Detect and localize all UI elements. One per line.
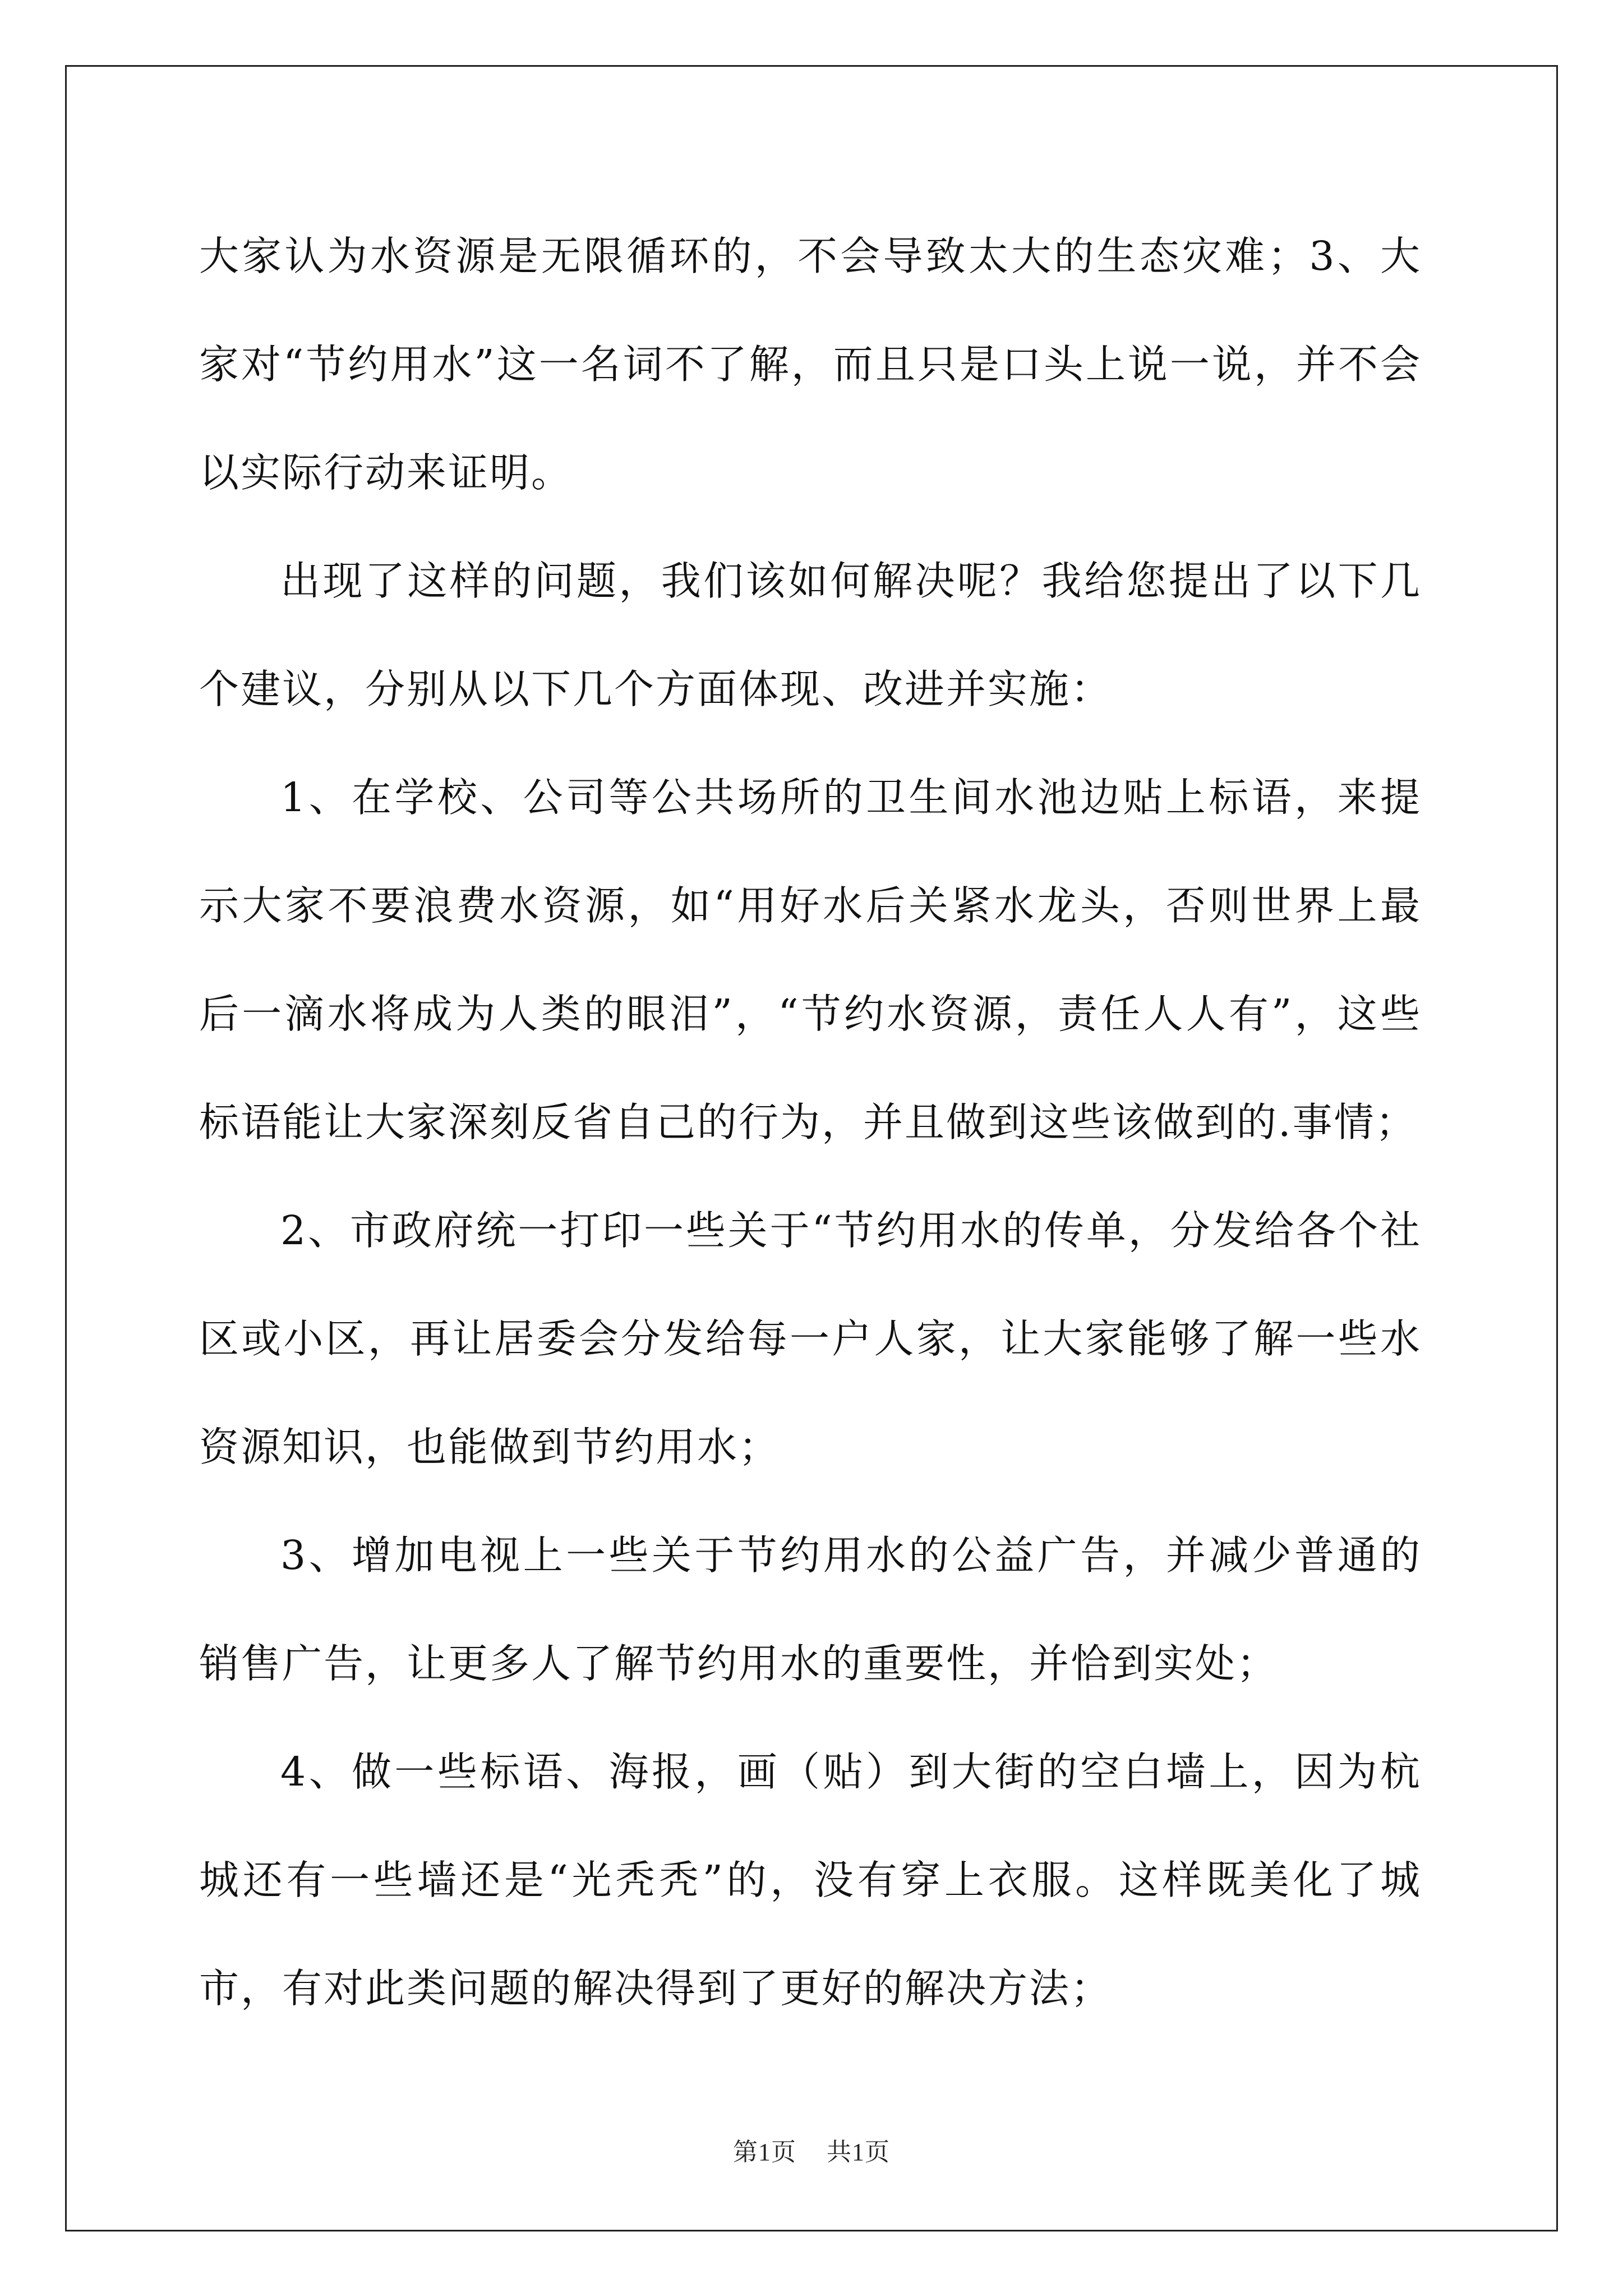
page-number: 第1页	[733, 2138, 796, 2166]
document-body	[199, 202, 1422, 2042]
page-count: 共1页	[827, 2138, 890, 2166]
paragraph-2: 出现了这样的问题，我们该如何解决呢？我给您提出了以下几个建议，分别从以下几个方面体现、改进并实施：	[199, 558, 1422, 712]
page-footer	[0, 2132, 1623, 2168]
paragraph-1: 大家认为水资源是无限循环的，不会导致太大的生态灾难；3、大家对“节约用水”这一名词不了解，而且只是口头上说一说，并不会以实际行动来证明。	[199, 233, 1422, 496]
paragraph-3: 1、在学校、公司等公共场所的卫生间水池边贴上标语，来提示大家不要浪费水资源，如“用好水后关紧水龙头，否则世界上最后一滴水将成为人类的眼泪”，“节约水资源，责任人人有”，这些标语能让大家深刻反省自己的行为，并且做到这些该做到的.事情；	[199, 774, 1422, 1145]
paragraph-4: 2、市政府统一打印一些关于“节约用水的传单，分发给各个社区或小区，再让居委会分发给每一户人家，让大家能够了解一些水资源知识，也能做到节约用水；	[199, 1207, 1422, 1470]
paragraph-5: 3、增加电视上一些关于节约用水的公益广告，并减少普通的销售广告，让更多人了解节约用水的重要性，并恰到实处；	[199, 1532, 1422, 1687]
paragraph-6: 4、做一些标语、海报，画（贴）到大街的空白墙上，因为杭城还有一些墙还是“光秃秃”的，没有穿上衣服。这样既美化了城市，有对此类问题的解决得到了更好的解决方法；	[199, 1749, 1422, 2012]
